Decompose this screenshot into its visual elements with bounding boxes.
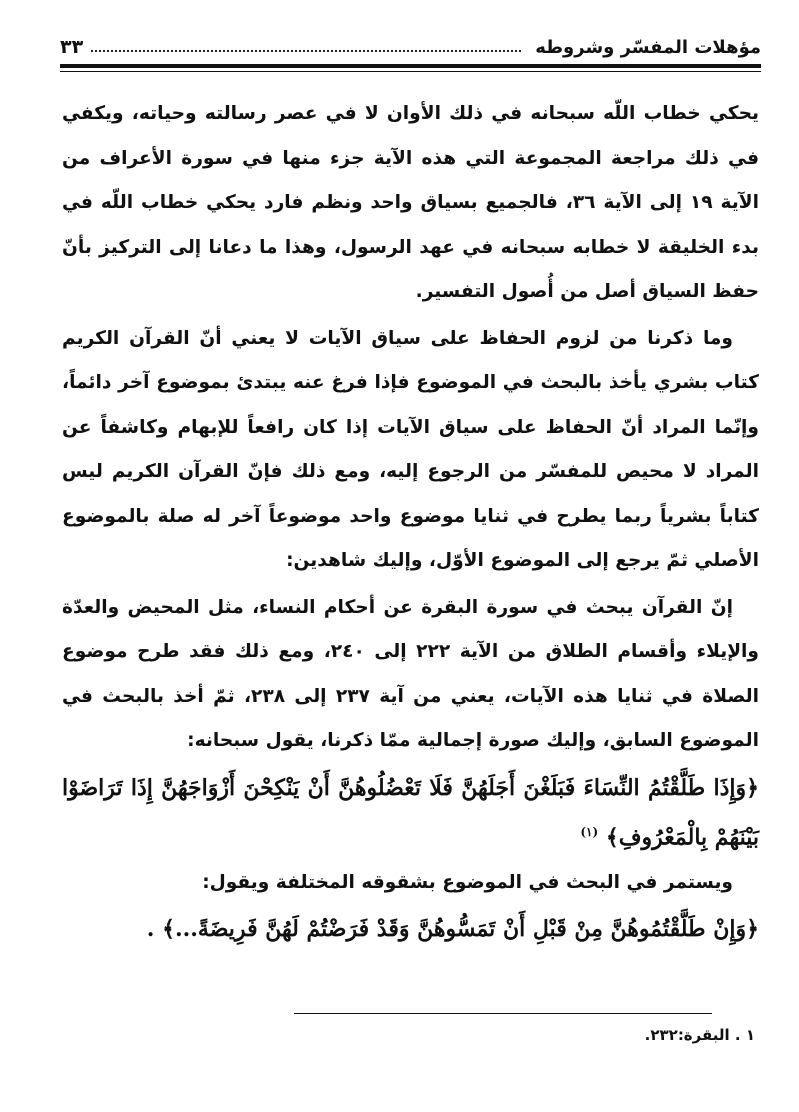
paragraph-3: إنّ القرآن يبحث في سورة البقرة عن أحكام النساء، مثل المحيض والعدّة والإيلاء وأقسام الطلاق من الآية ٢٢٢ إلى ٢٤٠، ومع ذلك فقد طرح موضوع الصلاة في ثنايا هذه الآيات، يعني من آية ٢٣٧ إلى ٢٣٨، ثمّ أخذ بالبحث في الموضوع السابق، وإليك صورة إجمالية ممّا ذكرنا، يقول سبحانه: (62, 596, 759, 751)
footnote-marker: (١) (580, 824, 599, 839)
header-rule-thick (60, 64, 761, 68)
running-header (60, 30, 761, 64)
page-number: ٣٣ (60, 36, 84, 58)
footnote: ١ . البقرة:٢٣٢. (644, 1026, 755, 1044)
paragraph-1: يحكي خطاب اللّه سبحانه في ذلك الأوان لا في عصر رسالته وحياته، ويكفي في ذلك مراجعة المجموعة التي هذه الآية جزء منها في سورة الأعراف من الآية ١٩ إلى الآية ٣٦، فالجميع بسياق واحد ونظم فارد يحكي خطاب اللّه في بدء الخليقة لا خطابه سبحانه في عهد الرسول، وهذا ما دعانا إلى التركيز بأنّ حفظ السياق أصل من أُصول التفسير. (62, 103, 759, 302)
paragraph-2: وما ذكرنا من لزوم الحفاظ على سياق الآيات لا يعني أنّ القرآن الكريم كتاب بشري يأخذ بالبحث في الموضوع فإذا فرغ عنه يبتدئ بموضوع آخر دائماً، وإنّما المراد أنّ الحفاظ على سياق الآيات إذا كان رافعاً للإبهام وكاشفاً عن المراد لا محيص للمفسّر من الرجوع إليه، ومع ذلك فإنّ القرآن الكريم ليس كتاباً بشرياً ربما يطرح في ثنايا موضوع واحد موضوعاً آخر له صلة بالموضوع الأصلي ثمّ يرجع إلى الموضوع الأوّل، وإليك شاهدين: (62, 327, 759, 571)
header-dot-leader (91, 50, 521, 52)
quranic-verse-1 (62, 766, 759, 859)
footnote-divider (294, 1013, 712, 1014)
running-title: مؤهلات المفسّر وشروطه (535, 36, 761, 58)
header-rule-thin (60, 71, 761, 72)
quranic-verse-2: ﴿وَإِنْ طَلَّقْتُمُوهُنَّ مِنْ قَبْلِ أَنْ تَمَسُّوهُنَّ وَقَدْ فَرَضْتُمْ لَهُنَّ فَرِيضَةً...﴾ . (146, 916, 759, 943)
main-text (62, 92, 759, 951)
verse-1-text: ﴿وَإِذَا طَلَّقْتُمُ النِّسَاءَ فَبَلَغْنَ أَجَلَهُنَّ فَلَا تَعْضُلُوهُنَّ أَنْ يَنْكِحْنَ أَزْوَاجَهُنَّ إِذَا تَرَاضَوْا بَيْنَهُمْ بِالْمَعْرُوفِ﴾ (62, 774, 759, 850)
continuation-line: ويستمر في البحث في الموضوع بشقوقه المختلفة ويقول: (202, 871, 733, 893)
